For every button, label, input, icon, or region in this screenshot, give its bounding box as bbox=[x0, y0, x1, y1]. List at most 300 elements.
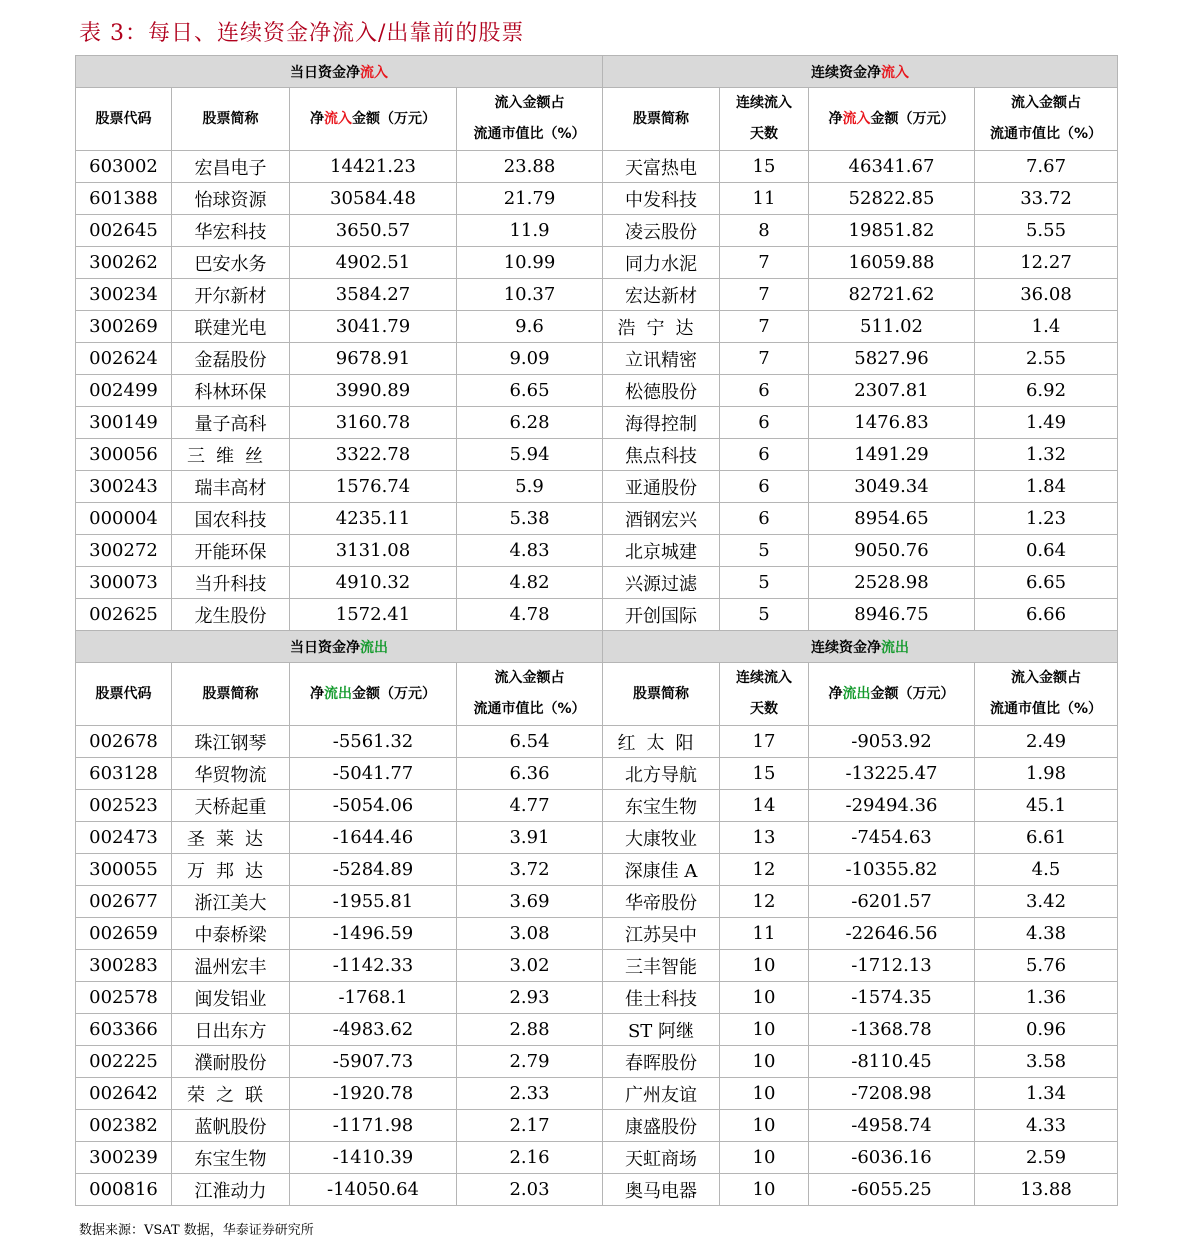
cell-ratio-continuous: 0.96 bbox=[975, 1014, 1118, 1046]
cell-ratio-continuous: 1.49 bbox=[975, 407, 1118, 439]
cell-amount-continuous: -7208.98 bbox=[809, 1078, 975, 1110]
cell-name: 三维丝 bbox=[172, 439, 290, 471]
cell-amount: 9678.91 bbox=[290, 343, 457, 375]
cell-ratio-continuous: 4.38 bbox=[975, 918, 1118, 950]
cell-code: 002625 bbox=[76, 599, 172, 631]
cell-code: 300149 bbox=[76, 407, 172, 439]
cell-amount: 3650.57 bbox=[290, 215, 457, 247]
cell-days: 12 bbox=[720, 854, 809, 886]
cell-name: 龙生股份 bbox=[172, 599, 290, 631]
header-amount-flow: 流出 bbox=[842, 685, 871, 702]
cell-days: 7 bbox=[720, 247, 809, 279]
cell-ratio-continuous: 6.66 bbox=[975, 599, 1118, 631]
header-amount-post: 金额（万元） bbox=[870, 685, 955, 702]
header-amount-continuous bbox=[809, 88, 975, 151]
cell-name: 东宝生物 bbox=[172, 1142, 290, 1174]
cell-code: 300283 bbox=[76, 950, 172, 982]
cell-name: 温州宏丰 bbox=[172, 950, 290, 982]
table-row bbox=[76, 311, 1118, 343]
cell-code: 300243 bbox=[76, 471, 172, 503]
cell-amount: 3584.27 bbox=[290, 279, 457, 311]
cell-amount-continuous: -8110.45 bbox=[809, 1046, 975, 1078]
cell-name-continuous: 焦点科技 bbox=[603, 439, 720, 471]
header-ratio-line1: 流入金额占 bbox=[494, 95, 565, 111]
cell-name-continuous: 春晖股份 bbox=[603, 1046, 720, 1078]
table-row bbox=[76, 439, 1118, 471]
cell-name-continuous: 立讯精密 bbox=[603, 343, 720, 375]
cell-days: 6 bbox=[720, 407, 809, 439]
cell-ratio-continuous: 1.36 bbox=[975, 982, 1118, 1014]
cell-name-continuous: 红太阳 bbox=[603, 726, 720, 758]
cell-code: 002499 bbox=[76, 375, 172, 407]
table-row bbox=[76, 279, 1118, 311]
cell-code: 000816 bbox=[76, 1174, 172, 1206]
cell-amount-continuous: 8946.75 bbox=[809, 599, 975, 631]
cell-name-continuous: 中发科技 bbox=[603, 183, 720, 215]
header-days bbox=[720, 663, 809, 726]
cell-code: 300056 bbox=[76, 439, 172, 471]
cell-amount-continuous: 19851.82 bbox=[809, 215, 975, 247]
cell-ratio-continuous: 4.33 bbox=[975, 1110, 1118, 1142]
cell-amount-continuous: 511.02 bbox=[809, 311, 975, 343]
cell-ratio: 3.72 bbox=[457, 854, 603, 886]
cell-ratio: 2.17 bbox=[457, 1110, 603, 1142]
section-label: 连续资金净 bbox=[811, 639, 881, 656]
cell-ratio-continuous: 1.23 bbox=[975, 503, 1118, 535]
cell-amount-continuous: -6055.25 bbox=[809, 1174, 975, 1206]
header-amount-pre: 净 bbox=[828, 685, 843, 702]
cell-ratio: 6.28 bbox=[457, 407, 603, 439]
header-name-continuous: 股票简称 bbox=[603, 663, 720, 726]
cell-code: 002645 bbox=[76, 215, 172, 247]
cell-name: 宏昌电子 bbox=[172, 151, 290, 183]
cell-name-continuous: 华帝股份 bbox=[603, 886, 720, 918]
cell-amount-continuous: 1491.29 bbox=[809, 439, 975, 471]
cell-code: 002659 bbox=[76, 918, 172, 950]
table-body bbox=[76, 56, 1118, 1206]
header-ratio-continuous bbox=[975, 663, 1118, 726]
cell-name: 日出东方 bbox=[172, 1014, 290, 1046]
cell-amount-continuous: -7454.63 bbox=[809, 822, 975, 854]
cell-amount-continuous: 3049.34 bbox=[809, 471, 975, 503]
cell-code: 300269 bbox=[76, 311, 172, 343]
cell-amount: 14421.23 bbox=[290, 151, 457, 183]
section-label: 连续资金净 bbox=[811, 64, 881, 81]
cell-ratio: 6.65 bbox=[457, 375, 603, 407]
header-amount-post: 金额（万元） bbox=[870, 110, 955, 127]
cell-amount: -1920.78 bbox=[290, 1078, 457, 1110]
table-row bbox=[76, 1046, 1118, 1078]
inflow-continuous-section-title bbox=[603, 56, 1118, 88]
cell-ratio-continuous: 4.5 bbox=[975, 854, 1118, 886]
header-amount-post: 金额（万元） bbox=[352, 685, 436, 702]
table-row bbox=[76, 503, 1118, 535]
cell-name: 江淮动力 bbox=[172, 1174, 290, 1206]
cell-name-continuous: 大康牧业 bbox=[603, 822, 720, 854]
cell-name-continuous: 酒钢宏兴 bbox=[603, 503, 720, 535]
cell-name: 浙江美大 bbox=[172, 886, 290, 918]
cell-code: 300262 bbox=[76, 247, 172, 279]
cell-amount-continuous: -1712.13 bbox=[809, 950, 975, 982]
cell-name-continuous: 天虹商场 bbox=[603, 1142, 720, 1174]
cell-name-continuous: 同力水泥 bbox=[603, 247, 720, 279]
header-ratio-line2: 流通市值比（%） bbox=[473, 701, 586, 717]
inflow-section-header bbox=[76, 56, 1118, 88]
cell-days: 10 bbox=[720, 950, 809, 982]
cell-days: 15 bbox=[720, 758, 809, 790]
cell-days: 13 bbox=[720, 822, 809, 854]
cell-ratio: 4.78 bbox=[457, 599, 603, 631]
cell-amount-continuous: -13225.47 bbox=[809, 758, 975, 790]
header-ratio bbox=[457, 663, 603, 726]
cell-days: 6 bbox=[720, 471, 809, 503]
table-row bbox=[76, 758, 1118, 790]
cell-amount: -1496.59 bbox=[290, 918, 457, 950]
cell-ratio: 23.88 bbox=[457, 151, 603, 183]
cell-code: 601388 bbox=[76, 183, 172, 215]
header-amount-pre: 净 bbox=[310, 685, 324, 702]
cell-amount: 30584.48 bbox=[290, 183, 457, 215]
table-row bbox=[76, 215, 1118, 247]
cell-name: 濮耐股份 bbox=[172, 1046, 290, 1078]
cell-amount: -1410.39 bbox=[290, 1142, 457, 1174]
header-amount bbox=[290, 663, 457, 726]
cell-amount: -5561.32 bbox=[290, 726, 457, 758]
cell-days: 15 bbox=[720, 151, 809, 183]
cell-amount: 3041.79 bbox=[290, 311, 457, 343]
cell-ratio: 5.38 bbox=[457, 503, 603, 535]
table-row bbox=[76, 1110, 1118, 1142]
cell-name-continuous: 北方导航 bbox=[603, 758, 720, 790]
cell-code: 300073 bbox=[76, 567, 172, 599]
header-days-line2: 天数 bbox=[750, 126, 778, 142]
table-row bbox=[76, 151, 1118, 183]
cell-name: 联建光电 bbox=[172, 311, 290, 343]
cell-amount: -1768.1 bbox=[290, 982, 457, 1014]
table-title: 表 3：每日、连续资金净流入/出靠前的股票 bbox=[79, 21, 525, 46]
cell-name-continuous: 江苏吴中 bbox=[603, 918, 720, 950]
header-name: 股票简称 bbox=[172, 88, 290, 151]
cell-days: 6 bbox=[720, 503, 809, 535]
header-ratio-line2: 流通市值比（%） bbox=[989, 701, 1103, 717]
cell-amount-continuous: 46341.67 bbox=[809, 151, 975, 183]
cell-amount-continuous: 5827.96 bbox=[809, 343, 975, 375]
cell-ratio: 2.88 bbox=[457, 1014, 603, 1046]
table-row bbox=[76, 1174, 1118, 1206]
cell-days: 10 bbox=[720, 982, 809, 1014]
cell-ratio-continuous: 13.88 bbox=[975, 1174, 1118, 1206]
cell-ratio-continuous: 6.65 bbox=[975, 567, 1118, 599]
cell-days: 7 bbox=[720, 311, 809, 343]
header-days-line1: 连续流入 bbox=[736, 95, 792, 111]
cell-amount: -1644.46 bbox=[290, 822, 457, 854]
cell-name: 量子高科 bbox=[172, 407, 290, 439]
cell-ratio-continuous: 12.27 bbox=[975, 247, 1118, 279]
cell-days: 5 bbox=[720, 567, 809, 599]
header-amount-pre: 净 bbox=[828, 110, 843, 127]
cell-ratio-continuous: 45.1 bbox=[975, 790, 1118, 822]
cell-ratio: 4.82 bbox=[457, 567, 603, 599]
cell-name: 圣莱达 bbox=[172, 822, 290, 854]
cell-name-continuous: 东宝生物 bbox=[603, 790, 720, 822]
header-ratio-line2: 流通市值比（%） bbox=[473, 126, 586, 142]
cell-days: 10 bbox=[720, 1014, 809, 1046]
table-row bbox=[76, 982, 1118, 1014]
inflow-column-headers bbox=[76, 88, 1118, 151]
cell-ratio: 2.33 bbox=[457, 1078, 603, 1110]
outflow-column-headers bbox=[76, 663, 1118, 726]
cell-ratio: 5.94 bbox=[457, 439, 603, 471]
cell-days: 14 bbox=[720, 790, 809, 822]
cell-name-continuous: 天富热电 bbox=[603, 151, 720, 183]
cell-name-continuous: 浩宁达 bbox=[603, 311, 720, 343]
table-row bbox=[76, 599, 1118, 631]
cell-ratio-continuous: 5.55 bbox=[975, 215, 1118, 247]
table-row bbox=[76, 247, 1118, 279]
cell-name: 金磊股份 bbox=[172, 343, 290, 375]
cell-amount: -4983.62 bbox=[290, 1014, 457, 1046]
cell-name-continuous: 三丰智能 bbox=[603, 950, 720, 982]
cell-amount: 4910.32 bbox=[290, 567, 457, 599]
table-row bbox=[76, 950, 1118, 982]
cell-code: 300234 bbox=[76, 279, 172, 311]
cell-name-continuous: 佳士科技 bbox=[603, 982, 720, 1014]
cell-code: 002624 bbox=[76, 343, 172, 375]
cell-days: 6 bbox=[720, 375, 809, 407]
cell-ratio-continuous: 1.84 bbox=[975, 471, 1118, 503]
cell-ratio: 2.03 bbox=[457, 1174, 603, 1206]
header-amount-post: 金额（万元） bbox=[352, 110, 436, 127]
cell-code: 002578 bbox=[76, 982, 172, 1014]
cell-ratio: 9.09 bbox=[457, 343, 603, 375]
cell-ratio: 10.37 bbox=[457, 279, 603, 311]
cell-code: 603128 bbox=[76, 758, 172, 790]
cell-amount: -5284.89 bbox=[290, 854, 457, 886]
cell-code: 300055 bbox=[76, 854, 172, 886]
cell-ratio-continuous: 36.08 bbox=[975, 279, 1118, 311]
cell-code: 002642 bbox=[76, 1078, 172, 1110]
cell-code: 002225 bbox=[76, 1046, 172, 1078]
cell-name: 当升科技 bbox=[172, 567, 290, 599]
cell-name: 天桥起重 bbox=[172, 790, 290, 822]
cell-name: 开尔新材 bbox=[172, 279, 290, 311]
section-flow-word: 流出 bbox=[881, 639, 909, 656]
cell-amount: 1572.41 bbox=[290, 599, 457, 631]
header-days bbox=[720, 88, 809, 151]
cell-ratio: 2.93 bbox=[457, 982, 603, 1014]
cell-name: 国农科技 bbox=[172, 503, 290, 535]
cell-code: 603366 bbox=[76, 1014, 172, 1046]
header-code: 股票代码 bbox=[76, 663, 172, 726]
cell-ratio-continuous: 6.61 bbox=[975, 822, 1118, 854]
cell-code: 603002 bbox=[76, 151, 172, 183]
cell-name: 荣之联 bbox=[172, 1078, 290, 1110]
cell-days: 8 bbox=[720, 215, 809, 247]
cell-days: 7 bbox=[720, 343, 809, 375]
cell-amount: 3160.78 bbox=[290, 407, 457, 439]
cell-ratio-continuous: 2.49 bbox=[975, 726, 1118, 758]
cell-ratio: 3.02 bbox=[457, 950, 603, 982]
section-flow-word: 流出 bbox=[360, 639, 388, 656]
outflow-daily-section-title bbox=[76, 631, 603, 663]
table-row bbox=[76, 726, 1118, 758]
cell-ratio: 11.9 bbox=[457, 215, 603, 247]
header-code: 股票代码 bbox=[76, 88, 172, 151]
cell-code: 000004 bbox=[76, 503, 172, 535]
cell-name: 蓝帆股份 bbox=[172, 1110, 290, 1142]
header-ratio bbox=[457, 88, 603, 151]
cell-ratio: 3.08 bbox=[457, 918, 603, 950]
cell-amount-continuous: -6036.16 bbox=[809, 1142, 975, 1174]
cell-amount-continuous: -22646.56 bbox=[809, 918, 975, 950]
cell-amount: 4235.11 bbox=[290, 503, 457, 535]
cell-ratio: 6.36 bbox=[457, 758, 603, 790]
header-ratio-line2: 流通市值比（%） bbox=[989, 126, 1103, 142]
cell-days: 10 bbox=[720, 1046, 809, 1078]
header-ratio-line1: 流入金额占 bbox=[1011, 95, 1081, 111]
table-row bbox=[76, 343, 1118, 375]
header-amount-flow: 流入 bbox=[324, 110, 352, 127]
cell-ratio: 4.83 bbox=[457, 535, 603, 567]
cell-days: 17 bbox=[720, 726, 809, 758]
cell-code: 300239 bbox=[76, 1142, 172, 1174]
header-amount-flow: 流入 bbox=[842, 110, 871, 127]
cell-name-continuous: 深康佳 A bbox=[603, 854, 720, 886]
cell-days: 10 bbox=[720, 1142, 809, 1174]
cell-ratio: 4.77 bbox=[457, 790, 603, 822]
cell-ratio: 2.16 bbox=[457, 1142, 603, 1174]
header-days-line1: 连续流入 bbox=[736, 670, 792, 686]
cell-amount-continuous: 2307.81 bbox=[809, 375, 975, 407]
cell-amount-continuous: -1574.35 bbox=[809, 982, 975, 1014]
table-row bbox=[76, 1014, 1118, 1046]
cell-code: 002523 bbox=[76, 790, 172, 822]
cell-days: 10 bbox=[720, 1174, 809, 1206]
outflow-continuous-section-title bbox=[603, 631, 1118, 663]
cell-days: 11 bbox=[720, 918, 809, 950]
header-amount-continuous bbox=[809, 663, 975, 726]
cell-ratio-continuous: 1.4 bbox=[975, 311, 1118, 343]
table-row bbox=[76, 375, 1118, 407]
cell-name-continuous: ST 阿继 bbox=[603, 1014, 720, 1046]
cell-amount: 3131.08 bbox=[290, 535, 457, 567]
cell-name-continuous: 海得控制 bbox=[603, 407, 720, 439]
cell-name-continuous: 宏达新材 bbox=[603, 279, 720, 311]
section-flow-word: 流入 bbox=[360, 64, 388, 81]
section-label: 当日资金净 bbox=[290, 64, 360, 81]
cell-ratio-continuous: 3.42 bbox=[975, 886, 1118, 918]
cell-amount: -5041.77 bbox=[290, 758, 457, 790]
cell-amount-continuous: 1476.83 bbox=[809, 407, 975, 439]
cell-name-continuous: 凌云股份 bbox=[603, 215, 720, 247]
cell-code: 002382 bbox=[76, 1110, 172, 1142]
cell-amount-continuous: 9050.76 bbox=[809, 535, 975, 567]
inflow-daily-section-title bbox=[76, 56, 603, 88]
cell-amount-continuous: 16059.88 bbox=[809, 247, 975, 279]
cell-amount: 4902.51 bbox=[290, 247, 457, 279]
table-row bbox=[76, 918, 1118, 950]
table-row bbox=[76, 822, 1118, 854]
cell-name: 华宏科技 bbox=[172, 215, 290, 247]
cell-amount-continuous: -10355.82 bbox=[809, 854, 975, 886]
table-row bbox=[76, 407, 1118, 439]
cell-amount-continuous: 82721.62 bbox=[809, 279, 975, 311]
cell-days: 12 bbox=[720, 886, 809, 918]
cell-ratio: 3.91 bbox=[457, 822, 603, 854]
cell-days: 7 bbox=[720, 279, 809, 311]
cell-name: 华贸物流 bbox=[172, 758, 290, 790]
cell-name-continuous: 康盛股份 bbox=[603, 1110, 720, 1142]
cell-days: 10 bbox=[720, 1110, 809, 1142]
header-amount-flow: 流出 bbox=[324, 685, 352, 702]
cell-amount: -1142.33 bbox=[290, 950, 457, 982]
table-row bbox=[76, 886, 1118, 918]
cell-ratio-continuous: 33.72 bbox=[975, 183, 1118, 215]
header-name: 股票简称 bbox=[172, 663, 290, 726]
table-row bbox=[76, 1142, 1118, 1174]
cell-ratio-continuous: 1.32 bbox=[975, 439, 1118, 471]
cell-ratio: 2.79 bbox=[457, 1046, 603, 1078]
header-amount bbox=[290, 88, 457, 151]
table-row bbox=[76, 535, 1118, 567]
header-days-line2: 天数 bbox=[750, 701, 778, 717]
cell-ratio-continuous: 3.58 bbox=[975, 1046, 1118, 1078]
header-ratio-continuous bbox=[975, 88, 1118, 151]
cell-name: 怡球资源 bbox=[172, 183, 290, 215]
cell-days: 6 bbox=[720, 439, 809, 471]
fund-flow-table bbox=[75, 55, 1118, 1206]
cell-name-continuous: 松德股份 bbox=[603, 375, 720, 407]
cell-name-continuous: 北京城建 bbox=[603, 535, 720, 567]
header-ratio-line1: 流入金额占 bbox=[494, 670, 565, 686]
header-name-continuous: 股票简称 bbox=[603, 88, 720, 151]
cell-ratio: 10.99 bbox=[457, 247, 603, 279]
cell-amount: 3990.89 bbox=[290, 375, 457, 407]
section-flow-word: 流入 bbox=[881, 64, 909, 81]
cell-ratio-continuous: 6.92 bbox=[975, 375, 1118, 407]
cell-ratio-continuous: 7.67 bbox=[975, 151, 1118, 183]
cell-amount-continuous: 2528.98 bbox=[809, 567, 975, 599]
header-amount-pre: 净 bbox=[310, 110, 324, 127]
cell-name-continuous: 兴源过滤 bbox=[603, 567, 720, 599]
cell-ratio-continuous: 1.98 bbox=[975, 758, 1118, 790]
table-row bbox=[76, 183, 1118, 215]
data-source-note: 数据来源：VSAT 数据，华泰证券研究所 bbox=[79, 1223, 314, 1238]
cell-amount: -5054.06 bbox=[290, 790, 457, 822]
cell-name: 瑞丰高材 bbox=[172, 471, 290, 503]
cell-name: 巴安水务 bbox=[172, 247, 290, 279]
cell-code: 002473 bbox=[76, 822, 172, 854]
section-label: 当日资金净 bbox=[290, 639, 360, 656]
cell-ratio: 21.79 bbox=[457, 183, 603, 215]
cell-days: 11 bbox=[720, 183, 809, 215]
cell-amount-continuous: -29494.36 bbox=[809, 790, 975, 822]
cell-ratio-continuous: 2.59 bbox=[975, 1142, 1118, 1174]
cell-days: 5 bbox=[720, 599, 809, 631]
cell-amount-continuous: -4958.74 bbox=[809, 1110, 975, 1142]
cell-amount-continuous: -9053.92 bbox=[809, 726, 975, 758]
cell-amount-continuous: -6201.57 bbox=[809, 886, 975, 918]
cell-amount: -5907.73 bbox=[290, 1046, 457, 1078]
cell-code: 002678 bbox=[76, 726, 172, 758]
cell-amount-continuous: 52822.85 bbox=[809, 183, 975, 215]
cell-days: 10 bbox=[720, 1078, 809, 1110]
cell-amount-continuous: -1368.78 bbox=[809, 1014, 975, 1046]
cell-name: 珠江钢琴 bbox=[172, 726, 290, 758]
header-ratio-line1: 流入金额占 bbox=[1011, 670, 1081, 686]
cell-name: 中泰桥梁 bbox=[172, 918, 290, 950]
table-row bbox=[76, 471, 1118, 503]
